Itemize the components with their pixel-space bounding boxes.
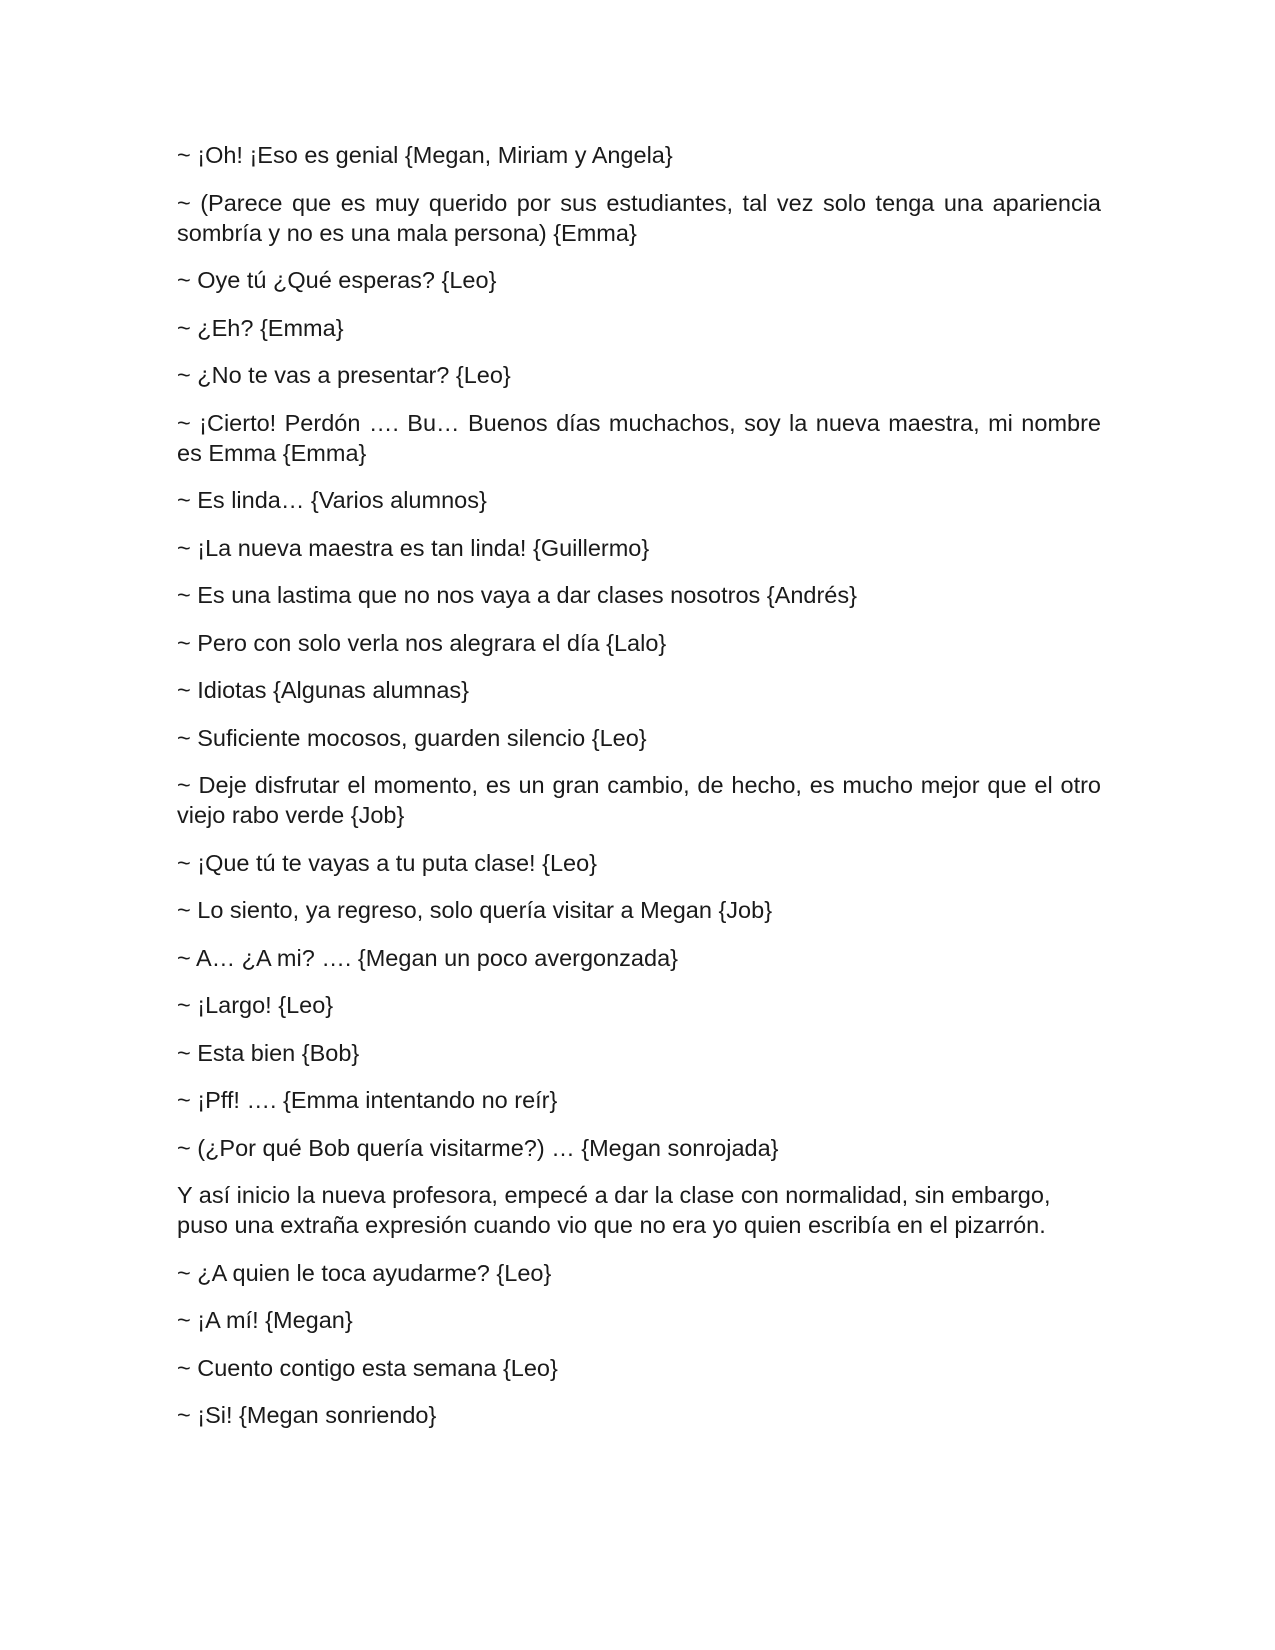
dialogue-line: ~ ¡La nueva maestra es tan linda! {Guillermo} xyxy=(177,534,650,561)
dialogue-line: ~ ¡Pff! …. {Emma intentando no reír} xyxy=(177,1087,558,1113)
dialogue-line: ~ ¡A mí! {Megan} xyxy=(177,1307,353,1333)
dialogue-line: ~ ¡Oh! ¡Eso es genial {Megan, Miriam y Angela} xyxy=(177,142,673,168)
dialogue-line: ~ A… ¿A mi? …. {Megan un poco avergonzada} xyxy=(177,944,678,971)
document-page xyxy=(177,140,1101,1448)
dialogue-line: ~ Deje disfrutar el momento, es un gran cambio, de hecho, es mucho mejor que el otro viejo rabo verde {Job} xyxy=(177,772,1101,828)
dialogue-line: ~ ¿Eh? {Emma} xyxy=(177,314,344,341)
dialogue-line: ~ Pero con solo verla nos alegrara el día {Lalo} xyxy=(177,629,667,656)
dialogue-line: ~ Esta bien {Bob} xyxy=(177,1039,360,1066)
dialogue-line: ~ Idiotas {Algunas alumnas} xyxy=(177,677,469,703)
dialogue-line: ~ ¿No te vas a presentar? {Leo} xyxy=(177,362,511,388)
dialogue-line: ~ (¿Por qué Bob quería visitarme?) … {Megan sonrojada} xyxy=(177,1134,779,1161)
dialogue-line: ~ Es linda… {Varios alumnos} xyxy=(177,487,487,513)
dialogue-line: ~ ¡Que tú te vayas a tu puta clase! {Leo} xyxy=(177,849,598,876)
dialogue-line: ~ ¿A quien le toca ayudarme? {Leo} xyxy=(177,1259,552,1286)
dialogue-line: ~ Suficiente mocosos, guarden silencio {Leo} xyxy=(177,724,647,751)
narration-paragraph: Y así inicio la nueva profesora, empecé a dar la clase con normalidad, sin embargo, puso una extraña expresión cuando vio que no era yo quien escribía en el pizarrón. xyxy=(177,1182,1051,1238)
dialogue-line: ~ Cuento contigo esta semana {Leo} xyxy=(177,1354,558,1381)
dialogue-line: ~ Oye tú ¿Qué esperas? {Leo} xyxy=(177,267,497,293)
dialogue-line: ~ Es una lastima que no nos vaya a dar clases nosotros {Andrés} xyxy=(177,582,857,608)
dialogue-line: ~ Lo siento, ya regreso, solo quería visitar a Megan {Job} xyxy=(177,897,773,923)
dialogue-line: ~ (Parece que es muy querido por sus estudiantes, tal vez solo tenga una apariencia sombría y no es una mala persona) {Emma} xyxy=(177,189,1101,246)
dialogue-line: ~ ¡Largo! {Leo} xyxy=(177,992,334,1018)
dialogue-line: ~ ¡Cierto! Perdón …. Bu… Buenos días muchachos, soy la nueva maestra, mi nombre es Emma {Emma} xyxy=(177,409,1101,466)
dialogue-line: ~ ¡Si! {Megan sonriendo} xyxy=(177,1402,437,1428)
